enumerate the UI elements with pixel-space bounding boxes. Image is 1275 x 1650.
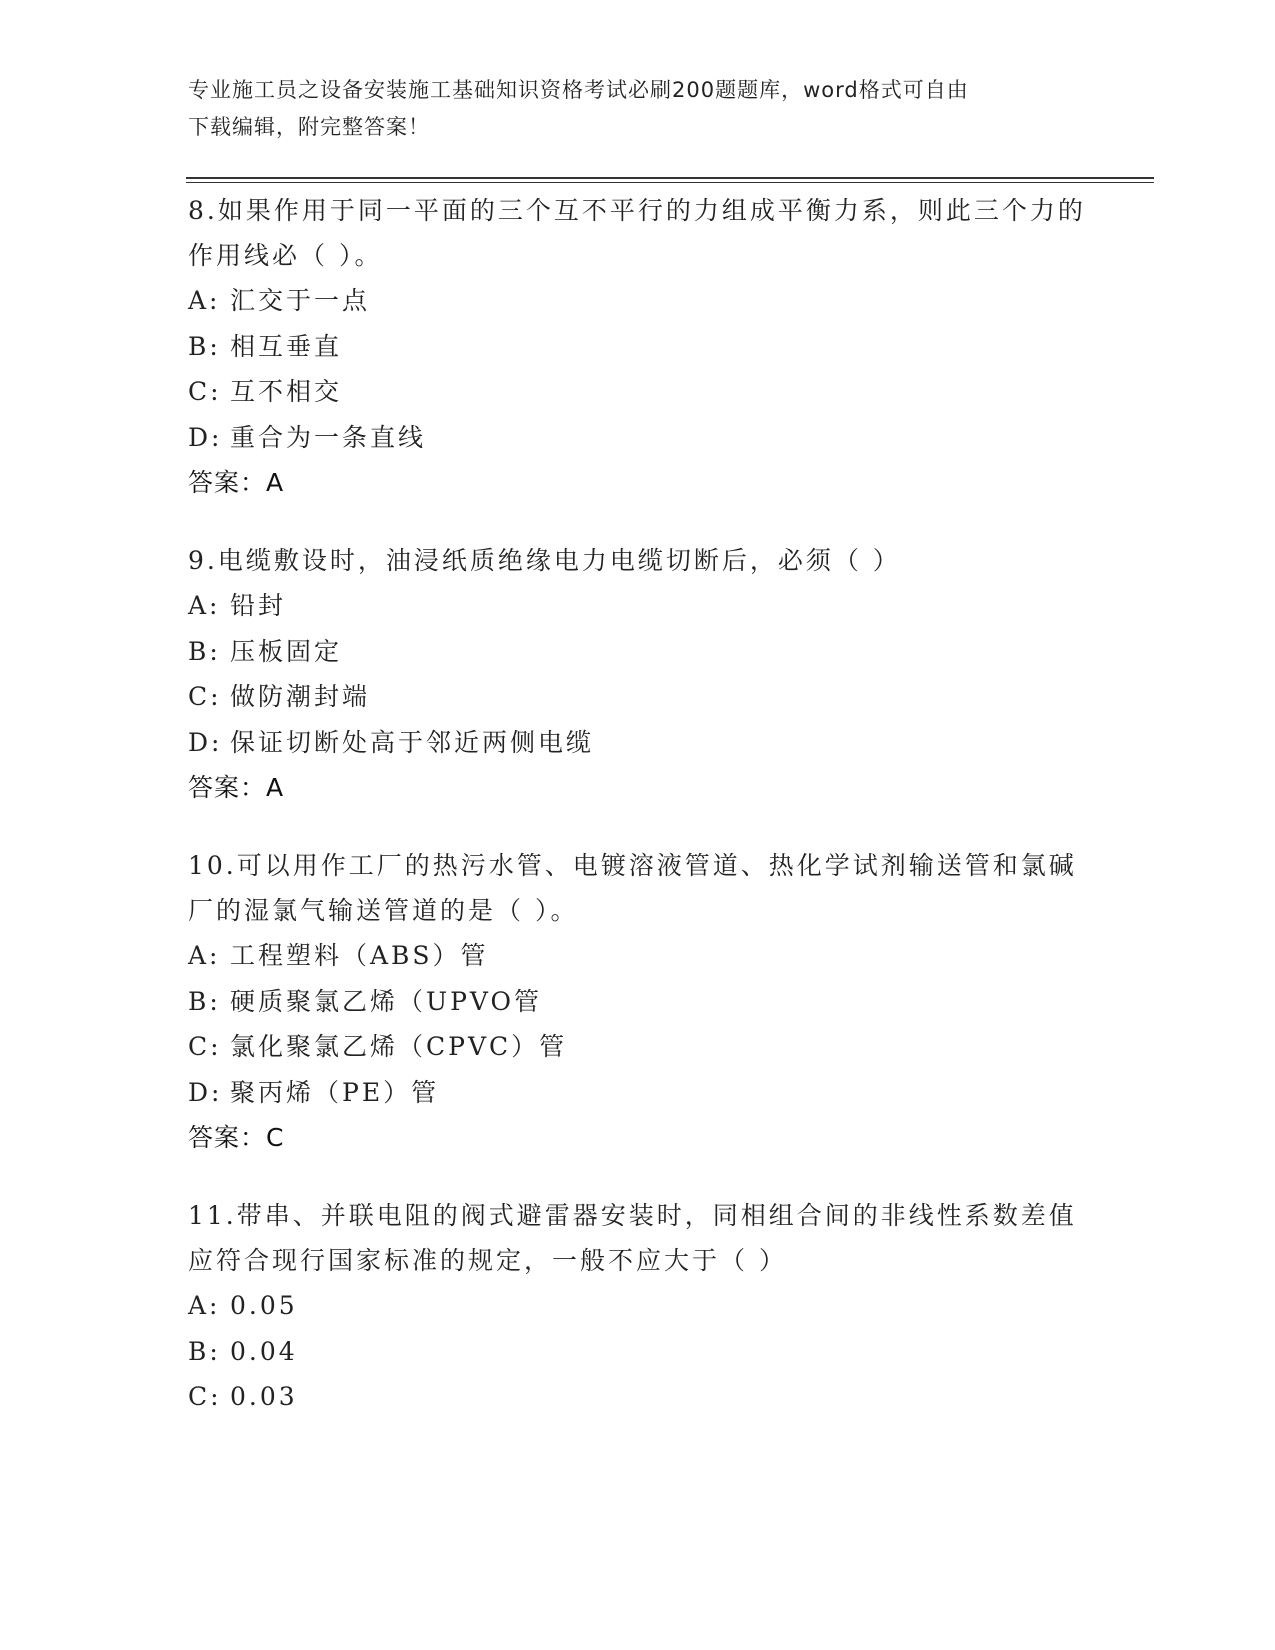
header-divider-thin (186, 182, 1154, 183)
option-letter: D: (188, 422, 223, 452)
option-text: 保证切断处高于邻近两侧电缆 (230, 727, 595, 757)
question-11 (188, 1193, 1088, 1420)
option-b (188, 629, 1088, 675)
option-d (188, 1070, 1088, 1116)
option-text: 相互垂直 (230, 331, 343, 361)
header-divider-thick (186, 177, 1154, 179)
option-text: 0.05 (230, 1291, 298, 1320)
header-title-line1: 专业施工员之设备安装施工基础知识资格考试必刷200题题库，word格式可自由 (188, 78, 969, 102)
option-text: 做防潮封端 (230, 682, 371, 711)
option-a (188, 278, 1088, 324)
answer-line: 答案：C (188, 1123, 285, 1152)
question-stem: 10.可以用作工厂的热污水管、电镀溶液管道、热化学试剂输送管和氯碱厂的湿氯气输送管道的是（ ）。 (188, 851, 1077, 925)
question-stem: 8.如果作用于同一平面的三个互不平行的力组成平衡力系，则此三个力的作用线必（ ）。 (188, 196, 1086, 270)
option-text: 铅封 (230, 591, 287, 620)
option-letter: B: (188, 1336, 221, 1366)
option-a (188, 1283, 1088, 1329)
option-c (188, 674, 1088, 720)
question-stem: 9.电缆敷设时，油浸纸质绝缘电力电缆切断后，必须（ ） (188, 546, 901, 575)
question-stem: 11.带串、并联电阻的阀式避雷器安装时，同相组合间的非线性系数差值应符合现行国家标准的规定，一般不应大于（ ） (188, 1201, 1077, 1275)
option-c (188, 1374, 1088, 1420)
option-letter: B: (188, 331, 221, 361)
option-text: 0.04 (230, 1336, 298, 1366)
option-b (188, 1329, 1088, 1375)
option-letter: C: (188, 682, 222, 711)
option-text: 压板固定 (230, 636, 343, 666)
option-letter: A: (188, 591, 221, 620)
option-a (188, 583, 1088, 629)
option-text: 互不相交 (230, 377, 343, 406)
header-title-line2: 下载编辑，附完整答案！ (188, 115, 430, 139)
option-text: 汇交于一点 (230, 286, 371, 315)
answer-line: 答案：A (188, 468, 285, 497)
question-9 (188, 538, 1088, 810)
option-b (188, 979, 1088, 1025)
option-a (188, 933, 1088, 979)
option-d (188, 720, 1088, 766)
option-text: 硬质聚氯乙烯（UPVO管 (230, 986, 543, 1016)
question-list (188, 188, 1088, 1453)
option-c (188, 1024, 1088, 1070)
answer-line: 答案：A (188, 773, 285, 802)
option-letter: A: (188, 941, 221, 970)
option-letter: B: (188, 986, 221, 1016)
option-text: 0.03 (230, 1382, 298, 1411)
option-letter: C: (188, 1382, 222, 1411)
option-letter: C: (188, 1032, 222, 1061)
option-text: 氯化聚氯乙烯（CPVC）管 (230, 1032, 568, 1061)
question-8 (188, 188, 1088, 505)
option-text: 工程塑料（ABS）管 (230, 941, 489, 970)
option-letter: A: (188, 286, 221, 315)
option-c (188, 369, 1088, 415)
option-letter: D: (188, 727, 223, 757)
option-b (188, 324, 1088, 370)
option-letter: A: (188, 1291, 221, 1320)
document-header (188, 72, 1088, 146)
option-letter: B: (188, 636, 221, 666)
option-text: 聚丙烯（PE）管 (230, 1077, 440, 1107)
question-10 (188, 843, 1088, 1160)
option-letter: C: (188, 377, 222, 406)
option-letter: D: (188, 1077, 223, 1107)
option-text: 重合为一条直线 (230, 422, 427, 452)
option-d (188, 415, 1088, 461)
